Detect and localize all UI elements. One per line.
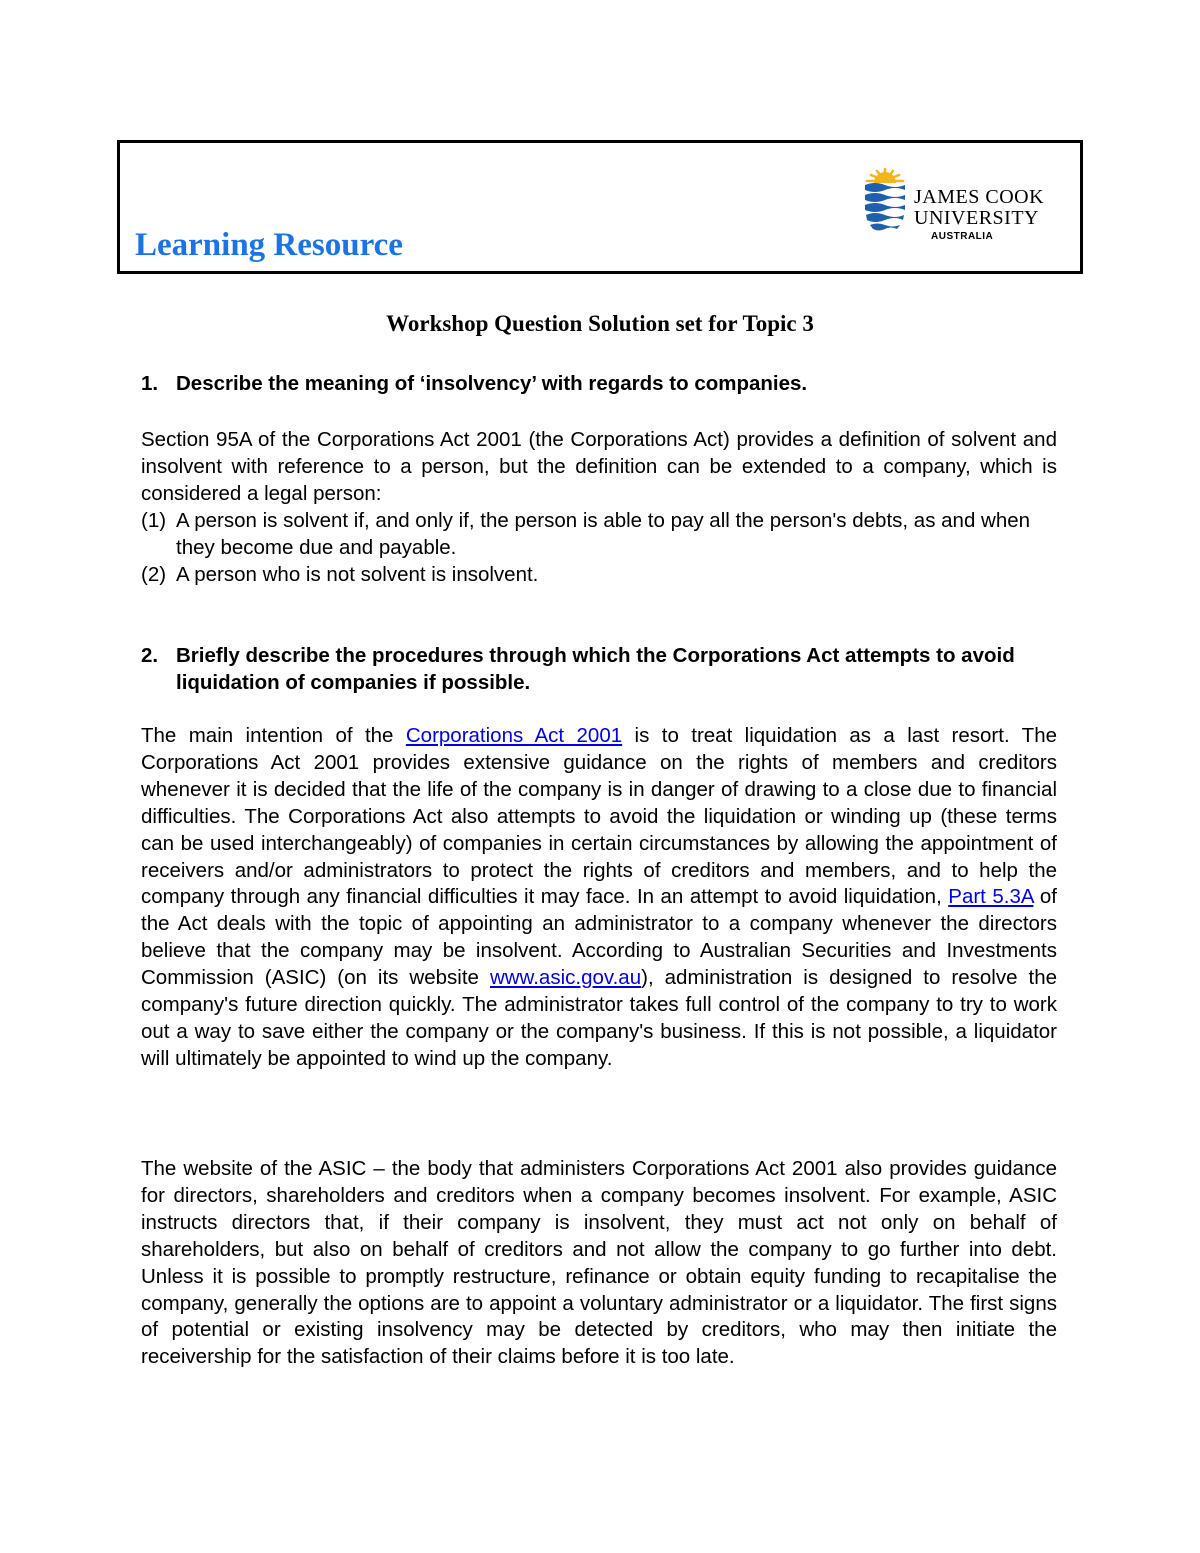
question-2: [141, 643, 1057, 696]
header-box: [117, 140, 1083, 274]
logo-text-james-cook: JAMES COOK: [914, 186, 1045, 208]
list-item-text: A person who is not solvent is insolvent.: [176, 563, 539, 586]
jcu-emblem-icon: [862, 165, 908, 245]
list-item-number: (1): [141, 509, 167, 532]
logo-text-australia: AUSTRALIA: [931, 231, 994, 242]
paragraph-text: of the Act deals with the topic of appointing an administrator to a company whenever the directors believe that the company may be insolvent. According to Australian Securities and Investments Commission (ASIC) (on its website: [141, 885, 1057, 990]
paragraph-text: is to treat liquidation as a last resort. The Corporations Act 2001 provides extensive guidance on the rights of members and creditors whenever it is decided that the life of the company is in danger of drawing to a close due to financial difficulties. The Corporations Act also attempts to avoid the liquidation or winding up (these terms can be used interchangeably) of companies in certain circumstances by allowing the appointment of receivers and/or administrators to protect the rights of creditors and members, and to help the company through any financial difficulties it may face. In an attempt to avoid liquidation,: [141, 724, 1057, 909]
question-text: Briefly describe the procedures through which the Corporations Act attempts to avoid liquidation of companies if possible.: [176, 644, 1015, 694]
paragraph-text: ), administration is designed to resolve the company's future direction quickly. The administrator takes full control of the company to try to work out a way to save either the company or the company's business. If this is not possible, a liquidator will ultimately be appointed to wind up the company.: [141, 966, 1057, 1070]
q1-answer-intro: Section 95A of the Corporations Act 2001 (the Corporations Act) provides a definition of solvent and insolvent with reference to a person, but the definition can be extended to a company, which is considered a legal person:: [141, 428, 1057, 505]
question-text: Describe the meaning of ‘insolvency’ with regards to companies.: [176, 372, 808, 395]
university-logo: [862, 165, 1045, 245]
asic-website-link[interactable]: www.asic.gov.au: [489, 966, 642, 990]
learning-resource-title: Learning Resource: [135, 227, 403, 263]
list-item-text: A person is solvent if, and only if, the person is able to pay all the person's debts, as and when they become due and payable.: [176, 509, 1031, 559]
list-item: [141, 508, 1057, 562]
question-number: 1.: [141, 372, 159, 395]
list-item: [141, 562, 1057, 589]
corporations-act-link[interactable]: Corporations Act 2001: [405, 724, 623, 747]
list-item-number: (2): [141, 563, 167, 586]
part-5-3a-link[interactable]: Part 5.3A: [948, 885, 1034, 909]
question-1: [141, 371, 1057, 398]
question-number: 2.: [141, 644, 159, 667]
document-title: Workshop Question Solution set for Topic 3: [386, 311, 814, 336]
q2-answer-paragraph-2: The website of the ASIC – the body that administers Corporations Act 2001 also provides guidance for directors, shareholders and creditors when a company becomes insolvent. For example, ASIC instructs directors that, if their company is insolvent, they must act not only on behalf of shareholders, but also on behalf of creditors and not allow the company to go further into debt. Unless it is possible to promptly restructure, refinance or obtain equity funding to recapitalise the company, generally the options are to appoint a voluntary administrator or a liquidator. The first signs of potential or existing insolvency may be detected by creditors, who may then initiate the receivership for the satisfaction of their claims before it is too late.: [141, 1157, 1057, 1369]
q2-answer-paragraph-1: [141, 723, 1057, 1073]
logo-text-university: UNIVERSITY: [914, 207, 1039, 229]
paragraph-text: The main intention of the: [141, 724, 406, 747]
